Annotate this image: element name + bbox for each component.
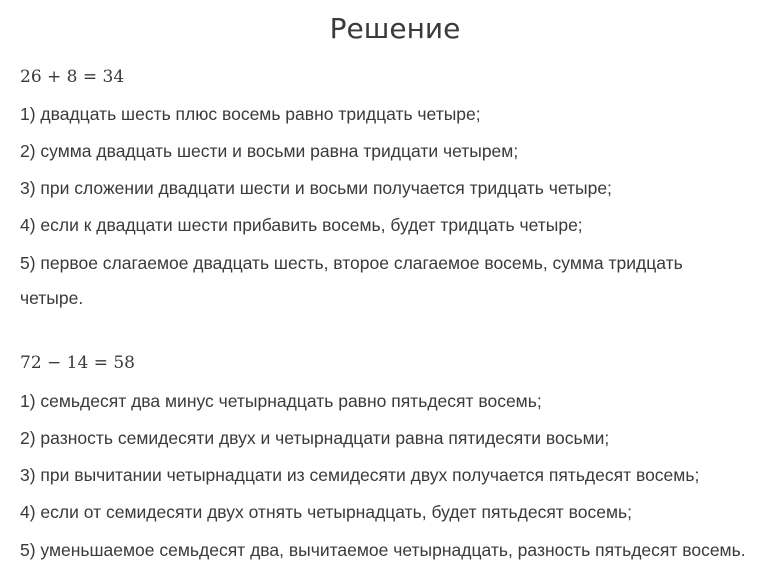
list-item: 5) первое слагаемое двадцать шесть, второе слагаемое восемь, сумма тридцать — [20, 253, 683, 273]
list-item: 4) если от семидесяти двух отнять четырнадцать, будет пятьдесят восемь; — [20, 502, 633, 522]
equation-1: 26 + 8 = 34 — [20, 67, 125, 87]
list-item: 2) сумма двадцать шести и восьми равна тридцати четырем; — [20, 141, 519, 161]
list-item: 1) двадцать шесть плюс восемь равно тридцать четыре; — [20, 104, 481, 124]
list-item: 2) разность семидесяти двух и четырнадцати равна пятидесяти восьми; — [20, 428, 610, 448]
list-item: 3) при сложении двадцати шести и восьми получается тридцать четыре; — [20, 178, 612, 198]
list-item-continuation: четыре. — [20, 288, 84, 308]
list-item: 4) если к двадцати шести прибавить восемь, будет тридцать четыре; — [20, 215, 583, 235]
list-item: 5) уменьшаемое семьдесят два, вычитаемое четырнадцать, разность пятьдесят восемь. — [20, 540, 746, 560]
page-title: Решение — [329, 12, 461, 45]
equation-2: 72 − 14 = 58 — [20, 353, 135, 373]
list-item: 1) семьдесят два минус четырнадцать равно пятьдесят восемь; — [20, 391, 542, 411]
list-item: 3) при вычитании четырнадцати из семидесяти двух получается пятьдесят восемь; — [20, 465, 700, 485]
